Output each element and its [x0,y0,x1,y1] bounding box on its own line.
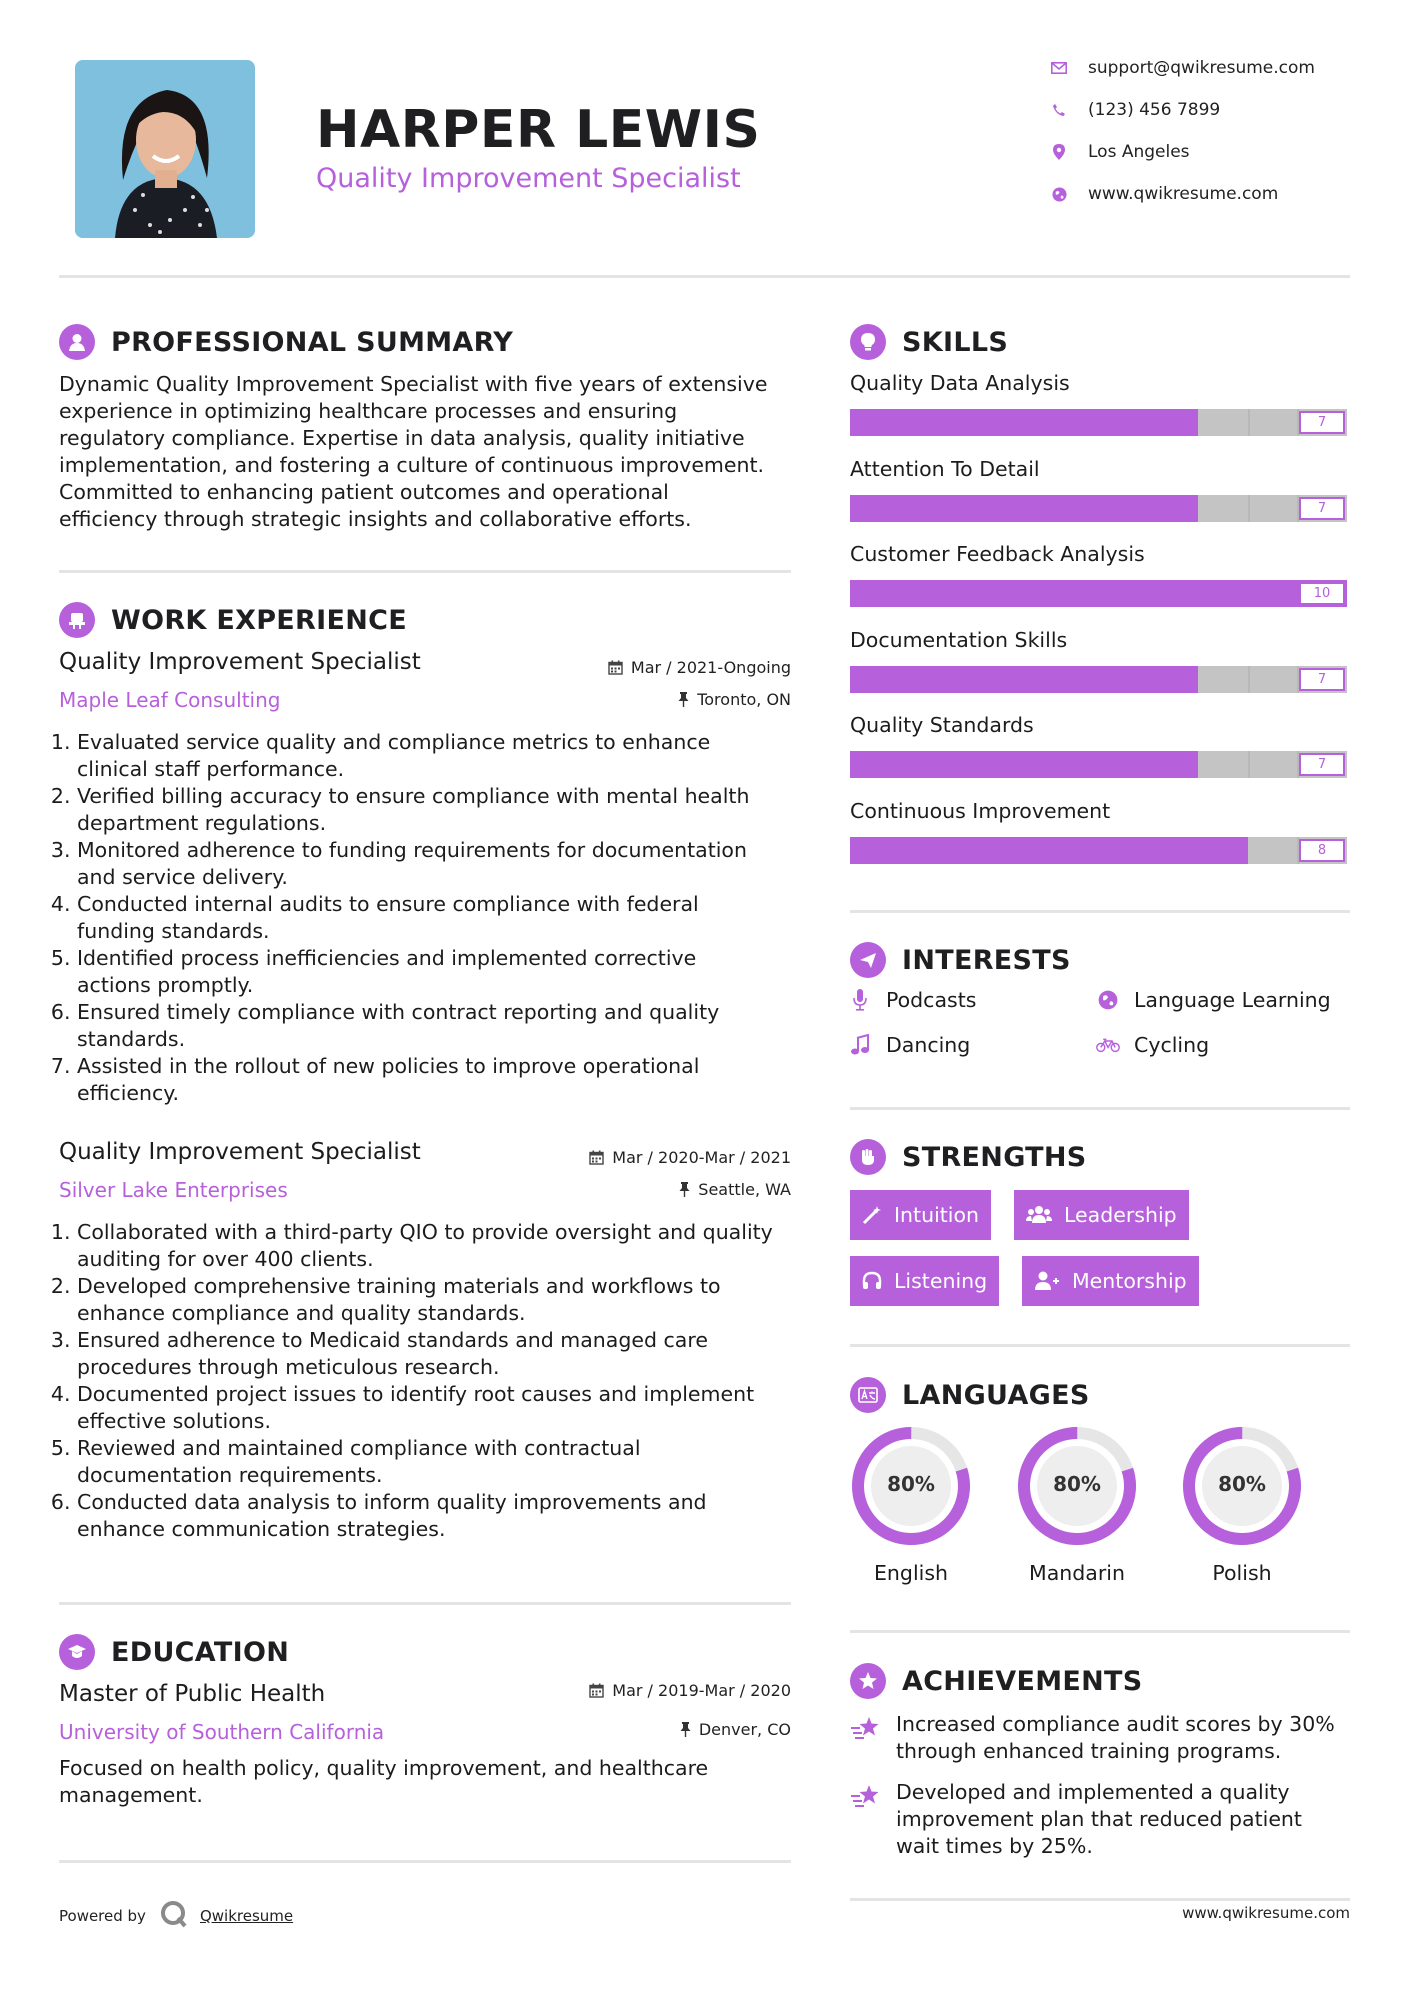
education-location [680,1720,791,1739]
calendar-icon [608,660,623,675]
job-2-duties [59,1219,809,1543]
skill-label: Quality Data Analysis [850,371,1070,395]
duty-item: 7. Assisted in the rollout of new policies to improve operational efficiency. [77,1053,804,1107]
skill-bar-segment [1248,751,1250,778]
strengths-divider [850,1344,1350,1347]
summary-line: experience in optimizing healthcare processes and ensuring [59,399,678,423]
shooting-star-icon [850,1782,882,1810]
contact-location-text: Los Angeles [1088,142,1190,162]
briefcase-icon [59,602,95,638]
skill-level-badge: 7 [1299,411,1345,434]
interest-label: Cycling [1134,1033,1210,1057]
education-date-text: Mar / 2019-Mar / 2020 [612,1681,791,1700]
user-plus-icon [1034,1271,1060,1291]
envelope-icon [1050,59,1068,77]
skills-divider [850,910,1350,913]
skill-bar [850,751,1347,778]
interest-item [1096,1033,1209,1057]
skill-label: Continuous Improvement [850,798,1111,823]
pushpin-icon [679,1182,690,1197]
interests-heading [850,942,1071,978]
degree-title: Master of Public Health [59,1681,326,1707]
skill-bar [850,666,1347,693]
achievement-line: Developed and implemented a quality [896,1780,1290,1804]
contact-website-text: www.qwikresume.com [1088,184,1279,204]
calendar-icon [589,1150,604,1165]
pushpin-icon [678,692,689,707]
lightbulb-icon [850,324,886,360]
microphone-icon [848,989,872,1011]
skill-level-badge: 7 [1299,753,1345,776]
duty-item: 3. Ensured adherence to Medicaid standards and managed care procedures through meticulous research. [77,1327,809,1381]
skill-bar-segment [1248,409,1250,436]
duty-item: 2. Developed comprehensive training materials and workflows to enhance compliance and quality standards. [77,1273,809,1327]
skills-heading [850,324,1008,360]
magic-wand-icon [862,1205,882,1225]
star-badge-icon [850,1663,886,1699]
education-location-text: Denver, CO [698,1720,791,1739]
interest-label: Podcasts [886,988,977,1012]
achievements-title: ACHIEVEMENTS [902,1665,1143,1697]
skill-level-badge: 7 [1299,497,1345,520]
language-name: Polish [1212,1561,1272,1585]
globe-icon [1050,185,1068,203]
interest-item [848,988,976,1012]
education-description [59,1755,799,1809]
duty-item: 3. Monitored adherence to funding requirements for documentation and service delivery. [77,837,804,891]
skill-level-badge: 10 [1299,582,1345,605]
job-1-company: Maple Leaf Consulting [59,688,281,712]
summary-line: regulatory compliance. Expertise in data analysis, quality initiative [59,426,745,450]
skill-bar-segment [1248,495,1250,522]
education-title: EDUCATION [111,1636,290,1668]
language-icon [850,1377,886,1413]
candidate-role: Quality Improvement Specialist [316,163,741,194]
achievement-line: through enhanced training programs. [896,1739,1282,1763]
qwikresume-link[interactable]: Qwikresume [199,1907,294,1925]
headphones-icon [862,1271,882,1291]
duty-item: 5. Reviewed and maintained compliance with contractual documentation requirements. [77,1435,809,1489]
work-heading [59,602,407,638]
pushpin-icon [680,1722,691,1737]
achievements-heading [850,1663,1143,1699]
job-2-location [679,1180,791,1199]
candidate-name: HARPER LEWIS [316,100,761,160]
strength-label: Leadership [1064,1203,1177,1227]
skill-label: Customer Feedback Analysis [850,542,1145,566]
fist-icon [850,1139,886,1175]
job-1-date-text: Mar / 2021-Ongoing [630,658,791,677]
education-line: Focused on health policy, quality improvement, and healthcare [59,1756,709,1780]
duty-item: 5. Identified process inefficiencies and implemented corrective actions promptly. [77,945,804,999]
achievement-line: Increased compliance audit scores by 30% [896,1712,1335,1736]
job-2-company: Silver Lake Enterprises [59,1178,288,1202]
language-name: English [873,1561,949,1585]
graduation-icon [59,1634,95,1670]
interest-item [1096,988,1331,1012]
interests-title: INTERESTS [902,944,1071,976]
contact-email[interactable] [1050,58,1315,78]
calendar-icon [589,1683,604,1698]
language-percent: 80% [1218,1472,1266,1496]
duty-item: 4. Documented project issues to identify root causes and implement effective solutions. [77,1381,809,1435]
strengths-heading [850,1139,1087,1175]
music-note-icon [848,1034,872,1056]
footer-powered [59,1900,293,1932]
powered-by-label: Powered by [59,1907,146,1925]
education-heading [59,1634,289,1670]
shooting-star-icon [850,1714,882,1742]
interest-label: Dancing [886,1033,971,1057]
skill-bar-fill [850,580,1347,607]
contact-phone[interactable] [1050,100,1220,120]
interests-divider [850,1107,1350,1110]
skill-bar-fill [850,837,1248,864]
job-2-date-text: Mar / 2020-Mar / 2021 [612,1148,791,1167]
footer-url[interactable]: www.qwikresume.com [1182,1904,1350,1922]
skill-label: Quality Standards [850,713,1034,737]
interest-label: Language Learning [1134,988,1331,1012]
globe-icon [1096,990,1120,1010]
skill-bar [850,837,1347,864]
contact-website[interactable] [1050,184,1278,204]
skill-bar-segment [1248,666,1250,693]
strength-tag [1014,1190,1189,1240]
job-1-location [678,690,791,709]
summary-line: implementation, and fostering a culture of continuous improvement. [59,453,765,477]
language-percent: 80% [1053,1472,1101,1496]
duty-item: 2. Verified billing accuracy to ensure compliance with mental health department regulations. [77,783,804,837]
languages-title: LANGUAGES [902,1379,1090,1411]
duty-item: 4. Conducted internal audits to ensure compliance with federal funding standards. [77,891,804,945]
skill-level-badge: 8 [1299,839,1345,862]
education-divider [59,1860,791,1863]
skill-bar [850,495,1347,522]
strength-label: Listening [894,1269,988,1293]
skill-label: Attention To Detail [850,456,1040,481]
profile-photo [75,60,255,238]
strengths-title: STRENGTHS [902,1141,1087,1173]
school-name: University of Southern California [59,1720,385,1744]
job-1-title: Quality Improvement Specialist [59,649,421,675]
work-title: WORK EXPERIENCE [111,604,407,636]
achievement-line: improvement plan that reduced patient [896,1807,1302,1831]
duty-item: 1. Collaborated with a third-party QIO to provide oversight and quality auditing for over 400 clients. [77,1219,809,1273]
interest-item [848,1033,970,1057]
qwikresume-logo-icon [160,1900,188,1932]
bicycle-icon [1096,1036,1120,1054]
job-1-location-text: Toronto, ON [697,690,791,709]
contact-location [1050,142,1190,162]
contact-phone-text: (123) 456 7899 [1088,100,1221,120]
job-2-date [589,1148,791,1167]
strength-tag [850,1190,991,1240]
user-icon [59,324,95,360]
duty-item: 1. Evaluated service quality and compliance metrics to enhance clinical staff performance. [77,729,804,783]
summary-line: efficiency through strategic insights and collaborative efforts. [59,507,692,531]
skill-level-badge: 7 [1299,668,1345,691]
achievement-item [896,1711,1356,1765]
languages-heading [850,1377,1090,1413]
header-divider [59,275,1350,278]
skill-bar-fill [850,495,1198,522]
duty-item: 6. Conducted data analysis to inform quality improvements and enhance communication strategies. [77,1489,809,1543]
skill-bar-fill [850,666,1198,693]
language-name: Mandarin [1029,1561,1125,1585]
strength-tag [1022,1256,1199,1306]
job-2-title: Quality Improvement Specialist [59,1139,421,1165]
achievement-item [896,1779,1356,1860]
language-percent: 80% [887,1472,935,1496]
duty-item: 6. Ensured timely compliance with contract reporting and quality standards. [77,999,804,1053]
summary-text [59,371,799,533]
skill-bar [850,409,1347,436]
strength-label: Mentorship [1072,1269,1187,1293]
skill-bar-fill [850,751,1198,778]
skill-label: Documentation Skills [850,627,1068,652]
summary-line: Committed to enhancing patient outcomes and operational [59,480,669,504]
phone-icon [1050,101,1068,119]
map-pin-icon [1050,143,1068,161]
work-divider [59,1602,791,1605]
summary-title: PROFESSIONAL SUMMARY [111,326,514,358]
contact-email-text: support@qwikresume.com [1088,58,1315,78]
job-1-date [608,658,791,677]
summary-divider [59,570,791,573]
achievements-divider [850,1898,1350,1901]
job-2-location-text: Seattle, WA [698,1180,791,1199]
users-icon [1026,1205,1052,1225]
job-1-duties [59,729,804,1107]
summary-heading [59,324,513,360]
achievement-line: wait times by 25%. [896,1834,1093,1858]
education-date [589,1681,791,1700]
summary-line: Dynamic Quality Improvement Specialist with five years of extensive [59,372,768,396]
education-line: management. [59,1783,203,1807]
languages-divider [850,1630,1350,1633]
skill-bar-fill [850,409,1198,436]
skill-bar [850,580,1347,607]
strength-label: Intuition [894,1203,980,1227]
strength-tag [850,1256,999,1306]
paper-plane-icon [850,942,886,978]
skills-title: SKILLS [902,326,1009,358]
